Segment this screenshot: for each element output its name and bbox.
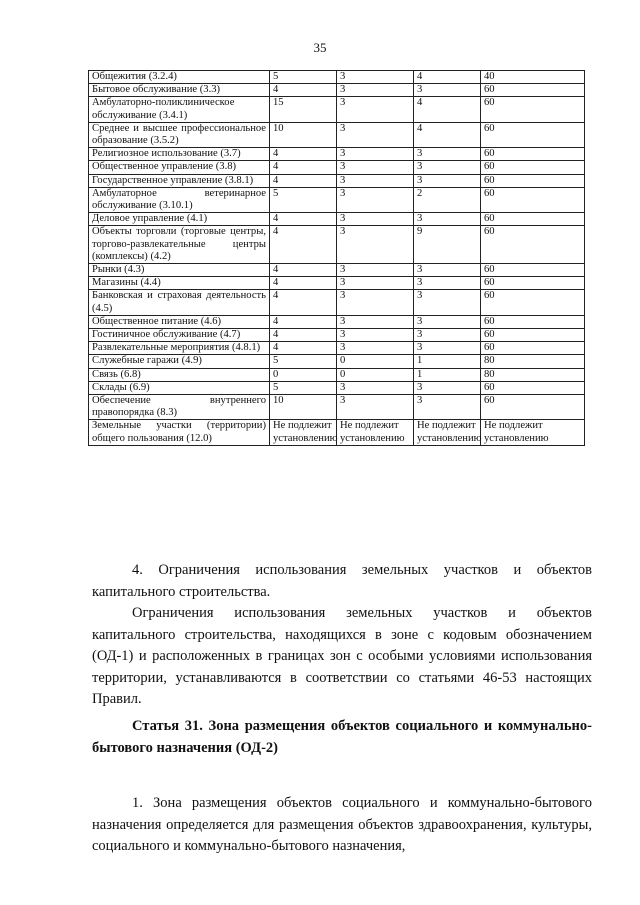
name-cell: Служебные гаражи (4.9) — [89, 355, 270, 368]
name-cell: Общественное питание (4.6) — [89, 315, 270, 328]
value-cell-1: 4 — [270, 174, 337, 187]
value-cell-4: 60 — [481, 187, 585, 212]
value-cell-1: 4 — [270, 264, 337, 277]
value-cell-2: 3 — [337, 315, 414, 328]
value-cell-1: 4 — [270, 342, 337, 355]
paragraph-restrictions-body: Ограничения использования земельных участков и объектов капитального строительства, находящихся в зоне с кодовым обозначением (ОД-1) и расположенных в границах зон с особыми условиями использования территории, устанавливаются в соответствии со статьями 46-53 настоящих Правил. — [92, 605, 592, 707]
table-row — [89, 264, 585, 277]
value-cell-2: 3 — [337, 148, 414, 161]
name-cell: Банковская и страховая деятельность (4.5) — [89, 290, 270, 315]
value-cell-4: 60 — [481, 213, 585, 226]
value-cell-4: 60 — [481, 84, 585, 97]
value-cell-3: 1 — [414, 355, 481, 368]
value-cell-1: 0 — [270, 368, 337, 381]
value-cell-3: 1 — [414, 368, 481, 381]
table-row — [89, 97, 585, 122]
value-cell-1: 5 — [270, 71, 337, 84]
table-row — [89, 395, 585, 420]
table-row — [89, 174, 585, 187]
value-cell-1: 4 — [270, 213, 337, 226]
value-cell-3: 4 — [414, 71, 481, 84]
value-cell-3: 2 — [414, 187, 481, 212]
value-cell-1: 4 — [270, 329, 337, 342]
article-heading: Статья 31. Зона размещения объектов социального и коммунально-бытового назначения (ОД-2) — [92, 718, 592, 756]
name-cell: Склады (6.9) — [89, 381, 270, 394]
value-cell-2: 3 — [337, 97, 414, 122]
value-cell-3: 3 — [414, 264, 481, 277]
value-cell-1: 4 — [270, 277, 337, 290]
value-cell-2: 3 — [337, 342, 414, 355]
value-cell-2: 3 — [337, 226, 414, 264]
table-row — [89, 161, 585, 174]
value-cell-4: 60 — [481, 315, 585, 328]
value-cell-1: Не подлежит установлению — [270, 420, 337, 445]
value-cell-1: 4 — [270, 84, 337, 97]
name-cell: Общежития (3.2.4) — [89, 71, 270, 84]
paragraph-restrictions-title: 4. Ограничения использования земельных участков и объектов капитального строительства. — [92, 562, 592, 600]
value-cell-3: 4 — [414, 122, 481, 147]
table-row — [89, 290, 585, 315]
value-cell-2: 3 — [337, 395, 414, 420]
value-cell-4: 60 — [481, 122, 585, 147]
name-cell: Рынки (4.3) — [89, 264, 270, 277]
value-cell-1: 5 — [270, 381, 337, 394]
value-cell-4: 40 — [481, 71, 585, 84]
value-cell-1: 4 — [270, 226, 337, 264]
name-cell: Общественное управление (3.8) — [89, 161, 270, 174]
value-cell-1: 5 — [270, 355, 337, 368]
value-cell-4: 60 — [481, 264, 585, 277]
table-body — [89, 71, 585, 446]
value-cell-2: Не подлежит установлению — [337, 420, 414, 445]
value-cell-2: 3 — [337, 174, 414, 187]
value-cell-3: 9 — [414, 226, 481, 264]
value-cell-2: 0 — [337, 368, 414, 381]
parameters-table — [88, 70, 585, 446]
value-cell-3: 4 — [414, 97, 481, 122]
value-cell-3: Не подлежит установлению — [414, 420, 481, 445]
value-cell-3: 3 — [414, 84, 481, 97]
value-cell-4: 80 — [481, 355, 585, 368]
value-cell-3: 3 — [414, 174, 481, 187]
value-cell-4: 60 — [481, 148, 585, 161]
value-cell-2: 3 — [337, 329, 414, 342]
name-cell: Гостиничное обслуживание (4.7) — [89, 329, 270, 342]
table-row — [89, 148, 585, 161]
value-cell-4: 80 — [481, 368, 585, 381]
value-cell-3: 3 — [414, 395, 481, 420]
name-cell: Среднее и высшее профессиональное образование (3.5.2) — [89, 122, 270, 147]
value-cell-3: 3 — [414, 213, 481, 226]
name-cell: Деловое управление (4.1) — [89, 213, 270, 226]
name-cell: Религиозное использование (3.7) — [89, 148, 270, 161]
value-cell-3: 3 — [414, 381, 481, 394]
value-cell-4: 60 — [481, 329, 585, 342]
value-cell-1: 10 — [270, 395, 337, 420]
value-cell-2: 3 — [337, 122, 414, 147]
table-row — [89, 368, 585, 381]
value-cell-1: 10 — [270, 122, 337, 147]
restrictions-section — [92, 560, 592, 711]
zone-description-section — [92, 793, 592, 858]
value-cell-1: 4 — [270, 315, 337, 328]
value-cell-4: Не подлежит установлению — [481, 420, 585, 445]
name-cell: Амбулаторное ветеринарное обслуживание (3.10.1) — [89, 187, 270, 212]
value-cell-3: 3 — [414, 277, 481, 290]
table-row — [89, 342, 585, 355]
table-row — [89, 122, 585, 147]
value-cell-4: 60 — [481, 97, 585, 122]
value-cell-1: 4 — [270, 148, 337, 161]
value-cell-2: 3 — [337, 84, 414, 97]
table-row — [89, 187, 585, 212]
name-cell: Развлекательные мероприятия (4.8.1) — [89, 342, 270, 355]
paragraph-zone-description: 1. Зона размещения объектов социального и коммунально-бытового назначения определяется для размещения объектов здравоохранения, культуры, социального и коммунально-бытового назначения, — [92, 795, 592, 854]
value-cell-2: 0 — [337, 355, 414, 368]
value-cell-2: 3 — [337, 71, 414, 84]
value-cell-2: 3 — [337, 290, 414, 315]
name-cell: Земельные участки (территории) общего пользования (12.0) — [89, 420, 270, 445]
value-cell-2: 3 — [337, 381, 414, 394]
value-cell-4: 60 — [481, 174, 585, 187]
value-cell-1: 4 — [270, 290, 337, 315]
name-cell: Связь (6.8) — [89, 368, 270, 381]
value-cell-2: 3 — [337, 161, 414, 174]
value-cell-4: 60 — [481, 342, 585, 355]
value-cell-1: 5 — [270, 187, 337, 212]
value-cell-3: 3 — [414, 329, 481, 342]
name-cell: Объекты торговли (торговые центры, торгово-развлекательные центры (комплексы) (4.2) — [89, 226, 270, 264]
table-row — [89, 420, 585, 445]
value-cell-2: 3 — [337, 187, 414, 212]
value-cell-4: 60 — [481, 277, 585, 290]
table-row — [89, 355, 585, 368]
value-cell-3: 3 — [414, 290, 481, 315]
value-cell-3: 3 — [414, 342, 481, 355]
value-cell-2: 3 — [337, 213, 414, 226]
value-cell-3: 3 — [414, 148, 481, 161]
table-row — [89, 381, 585, 394]
name-cell: Магазины (4.4) — [89, 277, 270, 290]
value-cell-4: 60 — [481, 226, 585, 264]
table-row — [89, 84, 585, 97]
value-cell-2: 3 — [337, 264, 414, 277]
name-cell: Обеспечение внутреннего правопорядка (8.3) — [89, 395, 270, 420]
table-row — [89, 71, 585, 84]
name-cell: Бытовое обслуживание (3.3) — [89, 84, 270, 97]
value-cell-4: 60 — [481, 161, 585, 174]
table-row — [89, 226, 585, 264]
table-row — [89, 315, 585, 328]
value-cell-4: 60 — [481, 395, 585, 420]
value-cell-4: 60 — [481, 290, 585, 315]
value-cell-3: 3 — [414, 315, 481, 328]
table-row — [89, 277, 585, 290]
value-cell-4: 60 — [481, 381, 585, 394]
value-cell-3: 3 — [414, 161, 481, 174]
page-number: 35 — [313, 40, 327, 55]
value-cell-1: 4 — [270, 161, 337, 174]
value-cell-1: 15 — [270, 97, 337, 122]
value-cell-2: 3 — [337, 277, 414, 290]
name-cell: Государственное управление (3.8.1) — [89, 174, 270, 187]
table-row — [89, 213, 585, 226]
table-row — [89, 329, 585, 342]
name-cell: Амбулаторно-поликлиническое обслуживание (3.4.1) — [89, 97, 270, 122]
